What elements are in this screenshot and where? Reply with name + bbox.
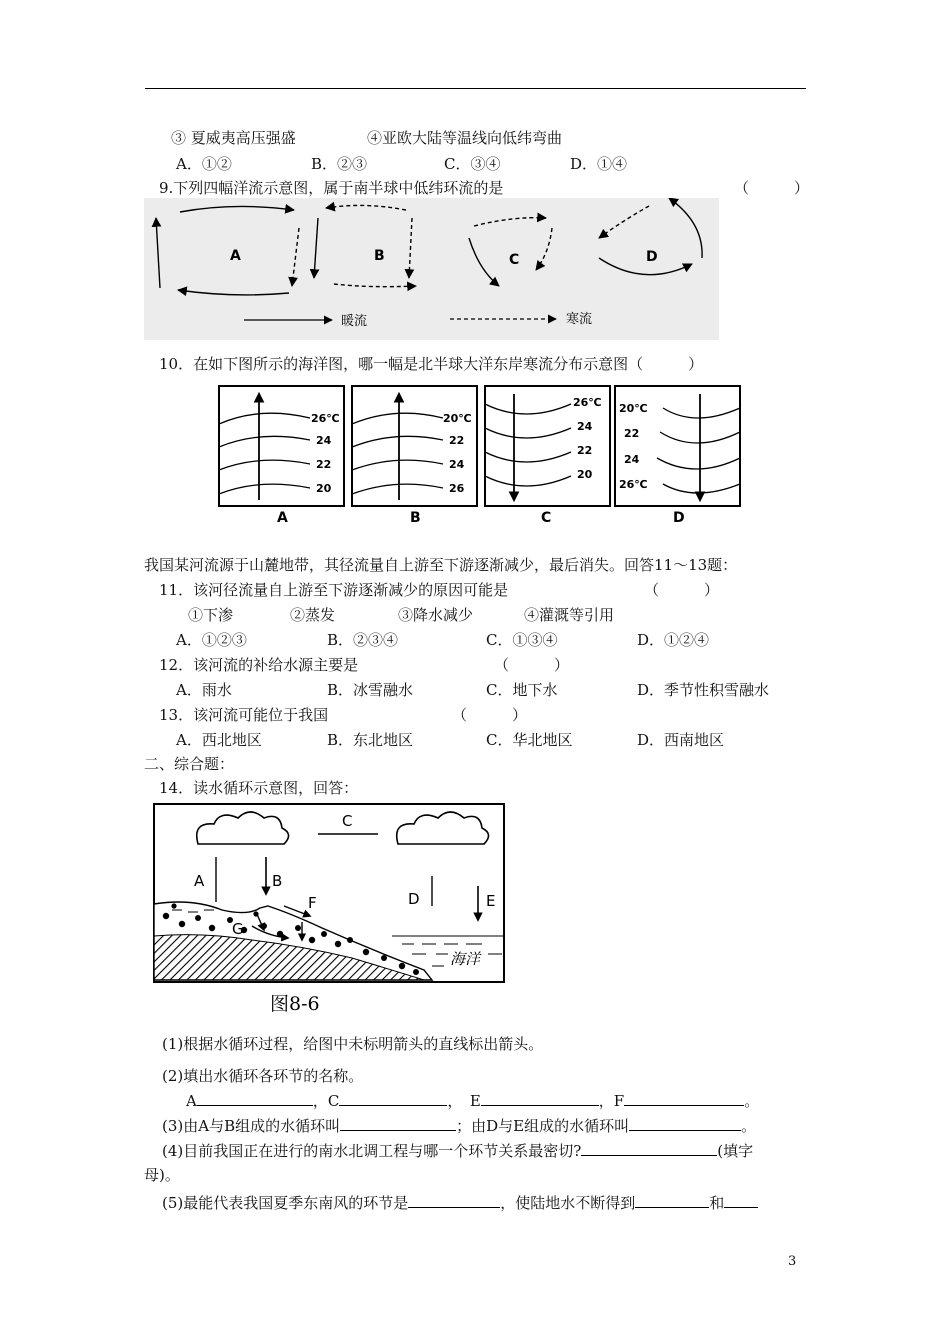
- panel-d-isotherms: [657, 394, 740, 500]
- q10-stem: 10．在如下图所示的海洋图，哪一幅是北半球大洋东岸寒流分布示意图（ ）: [159, 355, 704, 373]
- q11-answer-paren: （ ）: [644, 581, 720, 599]
- svg-text:22: 22: [449, 434, 465, 447]
- gyre-d-label: D: [646, 249, 658, 265]
- q13-answer-paren: （ ）: [452, 706, 528, 724]
- svg-text:20℃: 20℃: [619, 402, 648, 415]
- intro-11-13: 我国某河流源于山麓地带，其径流量自上游至下游逐渐减少，最后消失。回答11～13题：: [144, 556, 738, 574]
- q13-stem: 13．该河流可能位于我国: [159, 706, 329, 724]
- label-g: G: [232, 920, 244, 938]
- svg-text:26℃: 26℃: [573, 396, 602, 409]
- panel-c-isotherms: [485, 394, 571, 500]
- gyre-a-label: A: [230, 248, 241, 264]
- panel-a-label: A: [277, 510, 288, 526]
- q13-choice-d: D．西南地区: [637, 731, 725, 749]
- blank-land-sea-cycle[interactable]: [340, 1115, 456, 1131]
- panel-b-label: B: [410, 510, 421, 526]
- label-a: A: [194, 872, 205, 890]
- svg-text:20: 20: [577, 468, 593, 481]
- svg-text:24: 24: [449, 458, 465, 471]
- blank-e[interactable]: [481, 1090, 599, 1106]
- label-d: D: [408, 890, 420, 908]
- blank-south-north-transfer[interactable]: [581, 1140, 717, 1156]
- q13-choice-b: B．东北地区: [327, 731, 414, 749]
- q11-item-4: ④灌溉等引用: [524, 606, 615, 624]
- q8-option-4: ④亚欧大陆等温线向低纬弯曲: [367, 129, 563, 147]
- q14-part-5: (5)最能代表我国夏季东南风的环节是 ，使陆地水不断得到 和: [162, 1192, 758, 1213]
- q12-choice-b: B．冰雪融水: [327, 681, 414, 699]
- svg-text:20℃: 20℃: [443, 412, 472, 425]
- q9-stem: 9.下列四幅洋流示意图，属于南半球中低纬环流的是: [159, 179, 504, 197]
- q8-choice-d: D．①④: [570, 155, 628, 173]
- q13-choice-a: A．西北地区: [176, 731, 262, 749]
- label-f: F: [308, 894, 317, 912]
- label-b: B: [272, 872, 283, 890]
- svg-text:22: 22: [316, 458, 332, 471]
- q12-choice-d: D．季节性积雪融水: [637, 681, 770, 699]
- blank-replenish-2[interactable]: [724, 1192, 758, 1208]
- svg-text:22: 22: [577, 444, 593, 457]
- q14-part-4: (4)目前我国正在进行的南水北调工程与哪一个环节关系最密切? (填字: [162, 1142, 754, 1160]
- blank-a[interactable]: [197, 1090, 313, 1106]
- q11-item-3: ③降水减少: [398, 606, 474, 624]
- panel-a-isotherms: [219, 394, 310, 500]
- q8-option-3: ③ 夏威夷高压强盛: [171, 129, 296, 147]
- water-cycle-figure: [152, 802, 508, 1024]
- q14-part-4-cont: 母)。: [144, 1166, 180, 1184]
- page-number: 3: [788, 1254, 797, 1269]
- blank-southeast-wind[interactable]: [408, 1192, 500, 1208]
- gyre-b-label: B: [374, 248, 385, 264]
- blank-f[interactable]: [624, 1090, 744, 1106]
- ocean-current-figure: [144, 198, 719, 340]
- svg-text:26℃: 26℃: [311, 412, 340, 425]
- q9-answer-paren: （ ）: [734, 179, 810, 197]
- section-2-heading: 二、综合题：: [144, 755, 235, 773]
- isotherm-figure: [215, 382, 745, 526]
- label-e: E: [486, 892, 496, 910]
- q14-part-2: (2)填出水循环各环节的名称。: [162, 1067, 364, 1085]
- q11-item-1: ①下渗: [188, 606, 234, 624]
- svg-text:26℃: 26℃: [619, 478, 648, 491]
- q11-choice-d: D．①②④: [637, 631, 710, 649]
- panel-b-isotherms: [352, 394, 443, 500]
- label-c: C: [342, 812, 353, 830]
- q13-choice-c: C．华北地区: [486, 731, 573, 749]
- q14-part-2-line: A ，C ， E ，F 。: [186, 1092, 760, 1110]
- q11-stem: 11．该河径流量自上游至下游逐渐减少的原因可能是: [159, 581, 509, 599]
- gyre-c-label: C: [509, 252, 520, 268]
- q12-stem: 12．该河流的补给水源主要是: [159, 656, 359, 674]
- panel-d-label: D: [673, 510, 685, 526]
- blank-ocean-cycle[interactable]: [629, 1115, 741, 1131]
- q12-choice-c: C．地下水: [486, 681, 558, 699]
- ocean-label: 海洋: [450, 950, 481, 968]
- header-rule: [145, 88, 806, 89]
- cold-current-legend-label: 寒流: [566, 312, 593, 327]
- figure-caption: 图8-6: [270, 993, 320, 1015]
- q8-choice-b: B．②③: [311, 155, 368, 173]
- svg-text:22: 22: [624, 427, 640, 440]
- svg-text:24: 24: [624, 453, 640, 466]
- q14-part-3: (3)由A与B组成的水循环叫 ；由D与E组成的水循环叫 。: [162, 1117, 757, 1135]
- svg-text:24: 24: [577, 420, 593, 433]
- panel-c-label: C: [541, 510, 552, 526]
- q8-choice-a: A．①②: [176, 155, 232, 173]
- q11-item-2: ②蒸发: [290, 606, 336, 624]
- blank-c[interactable]: [339, 1090, 447, 1106]
- svg-text:24: 24: [316, 434, 332, 447]
- q14-stem: 14．读水循环示意图，回答：: [159, 779, 359, 797]
- q14-part-1: (1)根据水循环过程，给图中未标明箭头的直线标出箭头。: [162, 1035, 544, 1053]
- q12-choice-a: A．雨水: [176, 681, 232, 699]
- q11-choice-b: B．②③④: [327, 631, 399, 649]
- svg-text:20: 20: [316, 482, 332, 495]
- blank-replenish-1[interactable]: [635, 1192, 709, 1208]
- q11-choice-a: A．①②③: [176, 631, 247, 649]
- q12-answer-paren: （ ）: [494, 656, 570, 674]
- q8-choice-c: C．③④: [444, 155, 501, 173]
- warm-current-legend-label: 暖流: [341, 314, 368, 329]
- q11-choice-c: C．①③④: [486, 631, 558, 649]
- svg-text:26: 26: [449, 482, 465, 495]
